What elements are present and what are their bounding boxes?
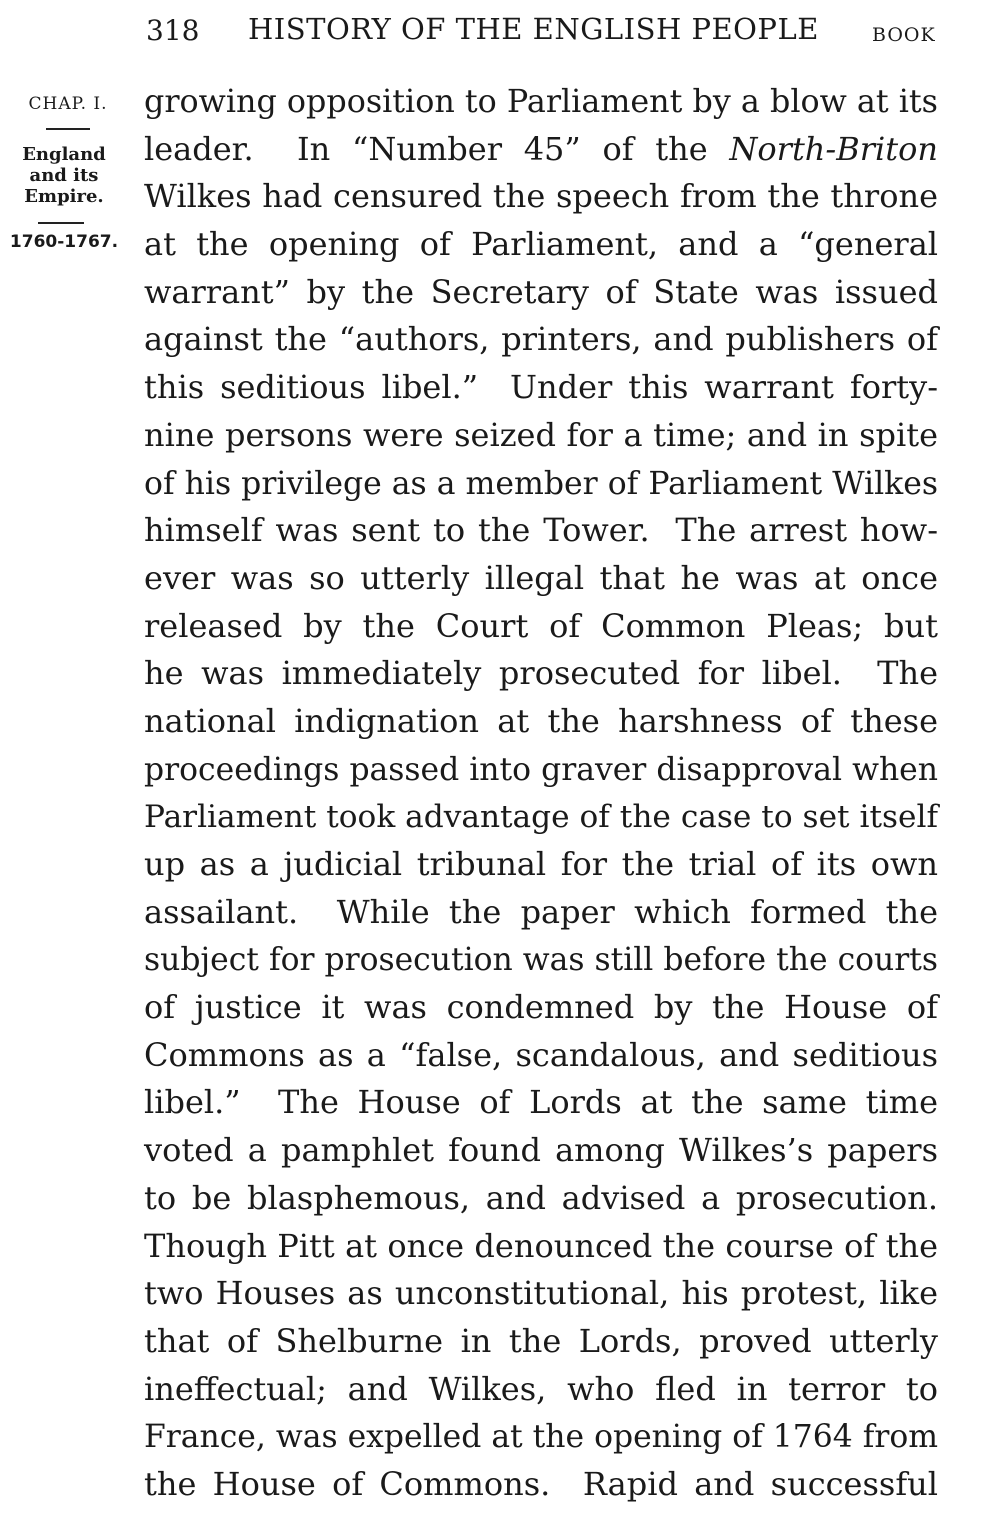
text-line: up as a judicial tribunal for the trial of its own — [144, 845, 938, 883]
text-line: France, was expelled at the opening of 1764 from — [144, 1419, 938, 1456]
text-line: Wilkes had censured the speech from the throne — [144, 177, 938, 216]
text-line: leader. In “Number 45” of the North-Briton — [144, 129, 938, 168]
text-line: to be blasphemous, and advised a prosecution. — [144, 1178, 938, 1217]
margin-years: 1760-1767. — [9, 232, 119, 252]
text-line: the House of Commons. Rapid and successful — [144, 1464, 938, 1503]
page-header — [0, 10, 1000, 50]
text-line: at the opening of Parliament, and a “general — [144, 225, 938, 264]
chapter-label: CHAP. I. — [28, 94, 108, 114]
text-line: proceedings passed into graver disapproval when — [144, 751, 938, 788]
page-number: 318 — [146, 14, 200, 47]
text-line: assailant. While the paper which formed the — [144, 892, 938, 931]
margin-rule-top — [46, 128, 90, 130]
text-line: himself was sent to the Tower. The arrest how- — [144, 511, 938, 550]
subject-line-3: Empire. — [24, 186, 104, 207]
text-line: libel.” The House of Lords at the same time — [144, 1083, 938, 1122]
italic-title: North-Briton — [729, 129, 938, 168]
margin-subject — [8, 144, 120, 207]
text-line: ever was so utterly illegal that he was at once — [144, 558, 938, 597]
body-text — [144, 78, 938, 1509]
book-label: BOOK — [872, 24, 936, 46]
text-line: of justice it was condemned by the House of — [144, 988, 938, 1027]
text-line: nine persons were seized for a time; and in spite — [144, 415, 938, 454]
text-line: Parliament took advantage of the case to set itself — [144, 799, 938, 836]
running-title: HISTORY OF THE ENGLISH PEOPLE — [248, 12, 819, 46]
text-line: this seditious libel.” Under this warrant forty- — [144, 368, 938, 407]
text-line: of his privilege as a member of Parliament Wilkes — [144, 465, 938, 502]
text-line: against the “authors, printers, and publishers of — [144, 320, 938, 359]
text-line: Though Pitt at once denounced the course of the — [144, 1226, 938, 1265]
text-line: growing opposition to Parliament by a blow at its — [144, 84, 938, 120]
margin-rule-bottom — [38, 222, 84, 224]
text-line: two Houses as unconstitutional, his protest, like — [144, 1274, 938, 1313]
text-line: national indignation at the harshness of these — [144, 701, 938, 740]
text-line: subject for prosecution was still before the courts — [144, 942, 938, 979]
text-line: released by the Court of Common Pleas; but — [144, 606, 938, 645]
text-line: he was immediately prosecuted for libel. The — [144, 654, 938, 693]
text-line: ineffectual; and Wilkes, who fled in terror to — [144, 1369, 938, 1408]
text-line: voted a pamphlet found among Wilkes’s papers — [144, 1131, 938, 1170]
text-line: warrant” by the Secretary of State was issued — [144, 272, 938, 311]
subject-line-1: England — [22, 144, 106, 165]
subject-line-2: and its — [29, 165, 99, 186]
text-line: that of Shelburne in the Lords, proved utterly — [144, 1321, 938, 1360]
text-line: Commons as a “false, scandalous, and seditious — [144, 1035, 938, 1074]
